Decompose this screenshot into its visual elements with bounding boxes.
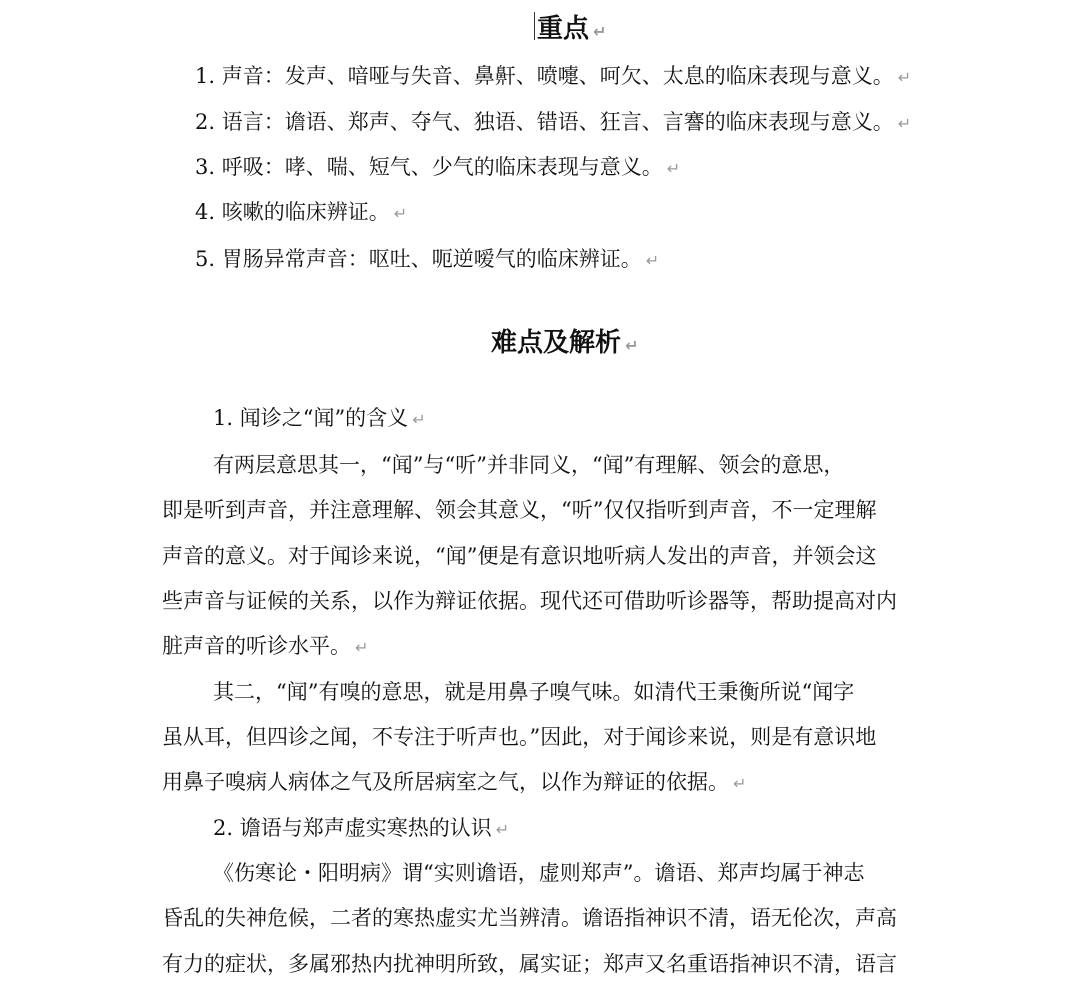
section1-para2-line2: 虽从耳，但四诊之闻，不专注于听声也。”因此，对于闻诊来说，则是有意识地 (162, 725, 877, 749)
paragraph-mark-icon: ↵ (355, 638, 369, 657)
section1-para1-line2: 即是听到声音，并注意理解、领会其意义，“听”仅仅指听到声音，不一定理解 (162, 498, 877, 522)
key-point-5: 5. 胃肠异常声音：呕吐、呃逆嗳气的临床辨证。 ↵ (195, 247, 660, 271)
paragraph-mark-icon: ↵ (412, 410, 426, 429)
paragraph-mark-icon: ↵ (897, 114, 912, 133)
key-point-4: 4. 咳嗽的临床辨证。 ↵ (195, 200, 408, 224)
section1-para1-line1: 有两层意思其一，“闻”与“听”并非同义，“闻”有理解、领会的意思， (213, 453, 845, 477)
section2-para1-line3: 有力的症状，多属邪热内扰神明所致，属实证；郑声又名重语指神识不清，语言 (162, 952, 897, 976)
paragraph-mark-icon: ↵ (393, 204, 408, 223)
key-point-2: 2. 语言：谵语、郑声、夺气、独语、错语、狂言、言謇的临床表现与意义。 ↵ (195, 110, 912, 134)
paragraph-mark-icon: ↵ (897, 68, 912, 87)
paragraph-mark-icon: ↵ (666, 159, 681, 178)
section1-para2-line3: 用鼻子嗅病人病体之气及所居病室之气，以作为辩证的依据。 ↵ (162, 770, 747, 794)
heading-difficulties: 难点及解析 ↵ (491, 328, 639, 358)
paragraph-mark-icon: ↵ (645, 251, 660, 270)
paragraph-mark-icon: ↵ (593, 22, 607, 41)
section2-para1-line2: 昏乱的失神危候，二者的寒热虚实尤当辨清。谵语指神识不清，语无伦次，声高 (162, 906, 897, 930)
section1-para1-line4: 些声音与证候的关系，以作为辩证依据。现代还可借助听诊器等，帮助提高对内 (162, 589, 897, 613)
section1-para1-line3: 声音的意义。对于闻诊来说，“闻”便是有意识地听病人发出的声音，并领会这 (162, 544, 877, 568)
paragraph-mark-icon: ↵ (495, 820, 510, 839)
key-point-1: 1. 声音：发声、喑哑与失音、鼻鼾、喷嚏、呵欠、太息的临床表现与意义。 ↵ (195, 64, 912, 88)
heading-key-points: 重点 ↵ (537, 14, 607, 44)
paragraph-mark-icon: ↵ (625, 336, 639, 355)
text-cursor (534, 12, 535, 40)
section1-para2-line1: 其二，“闻”有嗅的意思，就是用鼻子嗅气味。如清代王秉衡所说“闻字 (213, 680, 855, 704)
key-point-3: 3. 呼吸：哮、喘、短气、少气的临床表现与意义。 ↵ (195, 155, 681, 179)
section2-para1-line1: 《伤寒论・阳明病》谓“实则谵语，虚则郑声”。谵语、郑声均属于神志 (213, 861, 865, 885)
section1-title: 1. 闻诊之“闻”的含义 ↵ (213, 406, 426, 430)
section1-para1-line5: 脏声音的听诊水平。 ↵ (162, 634, 369, 658)
paragraph-mark-icon: ↵ (733, 774, 747, 793)
section2-title: 2. 谵语与郑声虚实寒热的认识 ↵ (213, 816, 510, 840)
